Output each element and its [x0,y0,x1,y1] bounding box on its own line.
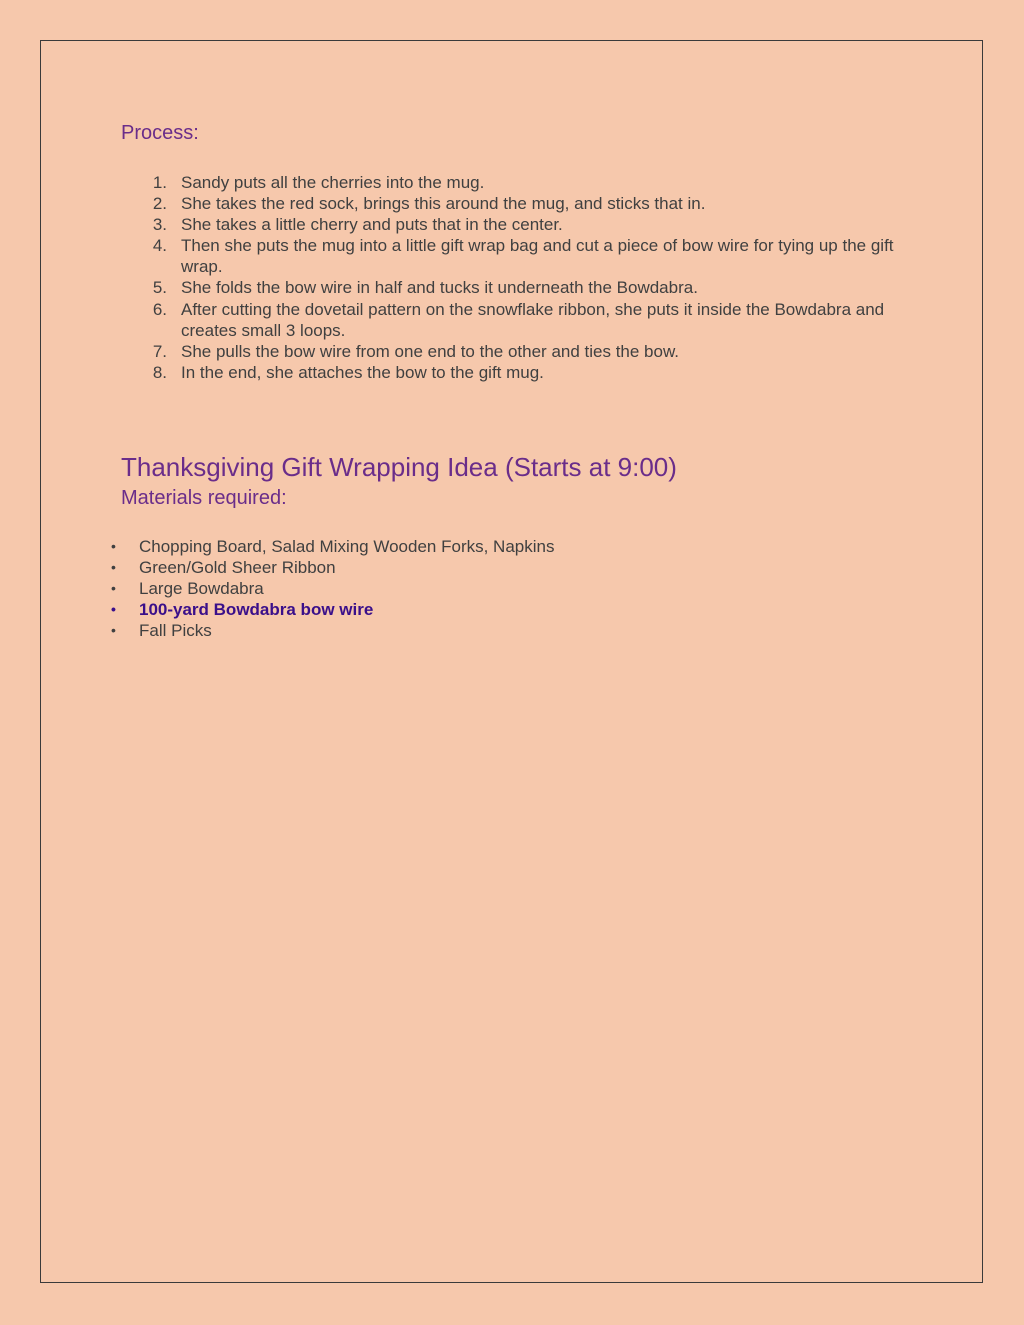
step-number: 6. [152,299,167,319]
step-number: 1. [152,173,167,192]
step-text: She takes the red sock, brings this around the mug, and sticks that in. [181,194,706,214]
list-item [108,620,554,641]
material-text: Chopping Board, Salad Mixing Wooden Forks, Napkins [139,537,555,556]
material-text: Green/Gold Sheer Ribbon [139,558,336,578]
step-number: 7. [152,341,167,361]
list-item [108,578,554,599]
list-item [121,193,901,214]
step-text: She pulls the bow wire from one end to the other and ties the bow. [181,341,680,361]
material-text: Fall Picks [139,621,212,641]
bullet-icon: • [111,559,116,576]
bow-wire-link[interactable]: 100-yard Bowdabra bow wire [139,600,374,620]
bullet-icon: • [111,538,116,554]
bullet-icon: • [111,580,116,597]
list-item[interactable] [108,599,554,620]
bullet-icon: • [111,601,116,618]
step-number: 4. [152,236,167,256]
list-item [121,172,901,193]
process-heading: Process: [121,122,199,144]
step-text: She folds the bow wire in half and tucks it underneath the Bowdabra. [181,278,698,298]
list-item [121,341,901,362]
list-item [121,362,901,383]
step-number: 2. [152,194,167,214]
step-text: She takes a little cherry and puts that in the center. [181,215,563,235]
list-item [108,557,554,578]
step-text: Sandy puts all the cherries into the mug. [181,173,485,192]
list-item [121,214,901,235]
step-text: Then she puts the mug into a little gift wrap bag and cut a piece of bow wire for tying up the gift wrap. [181,236,894,277]
section-title: Thanksgiving Gift Wrapping Idea (Starts at 9:00) [121,452,677,482]
list-item [121,277,901,298]
material-text: Large Bowdabra [139,579,264,599]
step-text: After cutting the dovetail pattern on the snowflake ribbon, she puts it inside the Bowdabra and creates small 3 loops. [181,299,885,340]
step-number: 3. [152,215,167,235]
list-item [108,536,554,557]
bullet-icon: • [111,622,116,639]
list-item [121,299,901,341]
process-steps-list [121,172,901,383]
step-number: 5. [152,278,167,298]
step-number: 8. [152,362,167,382]
materials-list [108,536,554,641]
step-text: In the end, she attaches the bow to the gift mug. [181,362,544,382]
materials-heading: Materials required: [121,487,287,509]
list-item [121,235,901,277]
